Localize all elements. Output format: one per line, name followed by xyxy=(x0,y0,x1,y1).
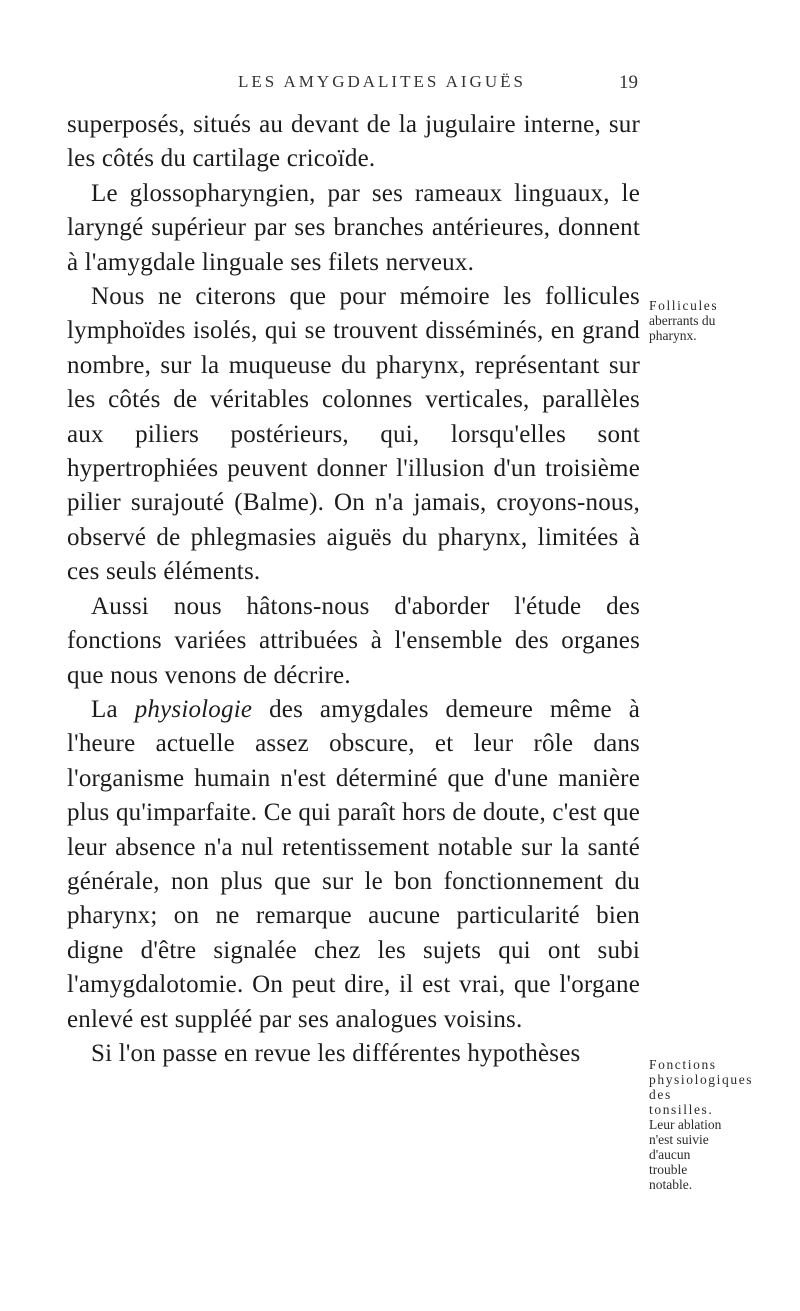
margin-note-body: Leur ablation n'est suivie d'aucun trouble notable. xyxy=(649,1117,722,1192)
physiology-lead: La xyxy=(91,695,135,723)
physiology-text: des amygdales demeure même à l'heure actuelle assez obscure, et leur rôle dans l'organisme humain n'est déterminé que d'une manière plus qu'imparfaite. Ce qui paraît hors de doute, c'est que leur absence n'a nul retentissement notable sur la santé générale, non plus que sur le bon fonctionnement du pharynx; on ne remarque aucune particularité bien digne d'être signalée chez les sujets qui ont subi l'amygdalotomie. On peut dire, il est vrai, que l'organe enlevé est suppléé par ses analogues voisins. xyxy=(67,695,640,1033)
paragraph-hypotheses: Si l'on passe en revue les différentes hypothèses xyxy=(91,1039,581,1067)
margin-note-body: aberrants du pharynx. xyxy=(649,313,716,343)
running-head xyxy=(238,72,638,92)
paragraph-follicles: Nous ne citerons que pour mémoire les follicules lymphoïdes isolés, qui se trouvent disséminés, en grand nombre, sur la muqueuse du pharynx, représentant sur les côtés de véritables colonnes verticales, parallèles aux piliers postérieurs, qui, lorsqu'elles sont hypertrophiées peuvent donner l'illusion d'un troisième pilier surajouté (Balme). On n'a jamais, croyons-nous, observé de phlegmasies aiguës du pharynx, limitées à ces seuls éléments. xyxy=(67,283,640,586)
margin-note-fonctions xyxy=(649,1057,754,1192)
paragraph-functions: Aussi nous hâtons-nous d'aborder l'étude des fonctions variées attribuées à l'ensemble des organes que nous venons de décrire. xyxy=(67,592,640,689)
paragraph-nerves: Le glossopharyngien, par ses rameaux linguaux, le laryngé supérieur par ses branches antérieures, donnent à l'amygdale linguale ses filets nerveux. xyxy=(67,179,640,276)
paragraph-physiology xyxy=(67,693,640,1037)
running-title: LES AMYGDALITES AIGUËS xyxy=(238,72,526,91)
margin-note-head: Fonctions physiologiques des xyxy=(649,1057,754,1102)
body-text xyxy=(67,108,640,1071)
margin-note-head-2: tonsilles. xyxy=(649,1102,714,1117)
page-number: 19 xyxy=(619,72,638,93)
margin-note-follicules xyxy=(649,298,731,343)
paragraph-continued: superposés, situés au devant de la jugulaire interne, sur les côtés du cartilage cricoïde. xyxy=(67,111,640,173)
margin-note-head: Follicules xyxy=(649,298,719,313)
physiology-term: physiologie xyxy=(134,695,253,723)
